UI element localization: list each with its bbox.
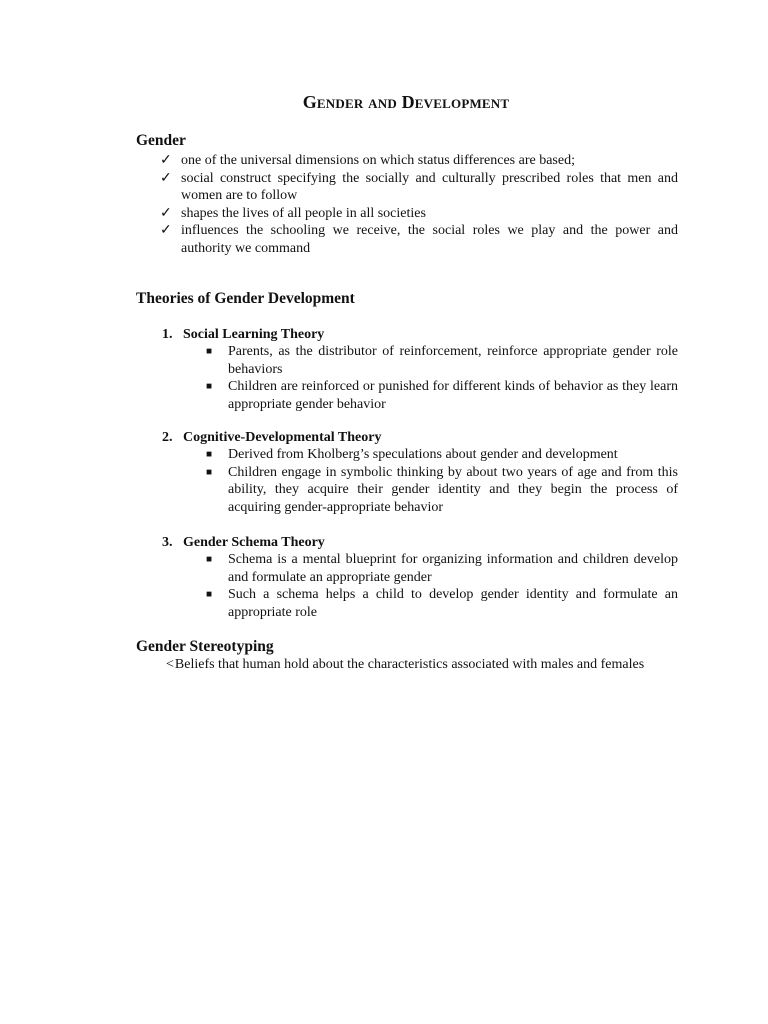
checkmark-icon: ✓ bbox=[160, 223, 172, 238]
theory-heading bbox=[162, 326, 324, 344]
arrow-bullet-icon: < bbox=[166, 657, 174, 672]
square-bullet-icon: ■ bbox=[206, 346, 213, 357]
theory-number: 3. bbox=[162, 535, 173, 550]
list-item bbox=[206, 446, 678, 464]
gender-list bbox=[160, 152, 678, 257]
list-item-text: Beliefs that human hold about the characteristics associated with males and females bbox=[174, 657, 645, 672]
list-item-text: Derived from Kholberg’s speculations about gender and development bbox=[228, 447, 618, 462]
list-item-text: Children engage in symbolic thinking by about two years of age and from this ability, they acquire their gender identity and they begin the process of acquiring gender-appropriate behavior bbox=[228, 464, 678, 515]
checkmark-icon: ✓ bbox=[160, 153, 172, 168]
theory-number: 2. bbox=[162, 430, 173, 445]
list-item bbox=[206, 343, 678, 378]
list-item-text: Such a schema helps a child to develop gender identity and formulate an appropriate role bbox=[228, 587, 678, 620]
theory-title: Gender Schema Theory bbox=[183, 535, 325, 550]
list-item bbox=[206, 378, 678, 413]
theory-heading bbox=[162, 534, 325, 552]
list-item-text: shapes the lives of all people in all societies bbox=[181, 205, 426, 221]
list-item bbox=[206, 551, 678, 586]
checkmark-icon: ✓ bbox=[160, 205, 172, 221]
list-item-text: one of the universal dimensions on which status differences are based; bbox=[181, 153, 575, 168]
theory-points-list bbox=[206, 446, 678, 516]
theory-number: 1. bbox=[162, 327, 173, 342]
stereotyping-list bbox=[166, 656, 678, 674]
checkmark-icon: ✓ bbox=[160, 170, 172, 186]
list-item bbox=[206, 586, 678, 621]
list-item bbox=[166, 656, 678, 674]
theory-heading bbox=[162, 429, 381, 447]
list-item-text: Schema is a mental blueprint for organizing information and children develop and formulate an appropriate gender bbox=[228, 552, 678, 585]
square-bullet-icon: ■ bbox=[206, 466, 213, 478]
list-item bbox=[160, 170, 678, 205]
square-bullet-icon: ■ bbox=[206, 589, 213, 600]
list-item-text: Children are reinforced or punished for different kinds of behavior as they learn appropriate gender behavior bbox=[228, 379, 678, 412]
list-item-text: social construct specifying the socially and culturally prescribed roles that men and women are to follow bbox=[181, 170, 678, 203]
list-item bbox=[160, 152, 678, 170]
list-item-text: influences the schooling we receive, the social roles we play and the power and authority we command bbox=[181, 223, 678, 256]
theory-title: Social Learning Theory bbox=[183, 327, 325, 342]
square-bullet-icon: ■ bbox=[206, 381, 213, 392]
list-item-text: Parents, as the distributor of reinforcement, reinforce appropriate gender role behaviors bbox=[228, 344, 678, 377]
theory-title: Cognitive-Developmental Theory bbox=[183, 430, 382, 445]
square-bullet-icon: ■ bbox=[206, 449, 213, 460]
section-heading-stereotyping: Gender Stereotyping bbox=[136, 638, 274, 655]
square-bullet-icon: ■ bbox=[206, 554, 213, 565]
list-item bbox=[206, 464, 678, 517]
section-heading-gender: Gender bbox=[136, 132, 186, 149]
theory-points-list bbox=[206, 343, 678, 413]
list-item bbox=[160, 205, 678, 223]
list-item bbox=[160, 222, 678, 257]
section-heading-theories: Theories of Gender Development bbox=[136, 290, 355, 307]
document-title: Gender and Development bbox=[302, 92, 510, 112]
theory-points-list bbox=[206, 551, 678, 621]
